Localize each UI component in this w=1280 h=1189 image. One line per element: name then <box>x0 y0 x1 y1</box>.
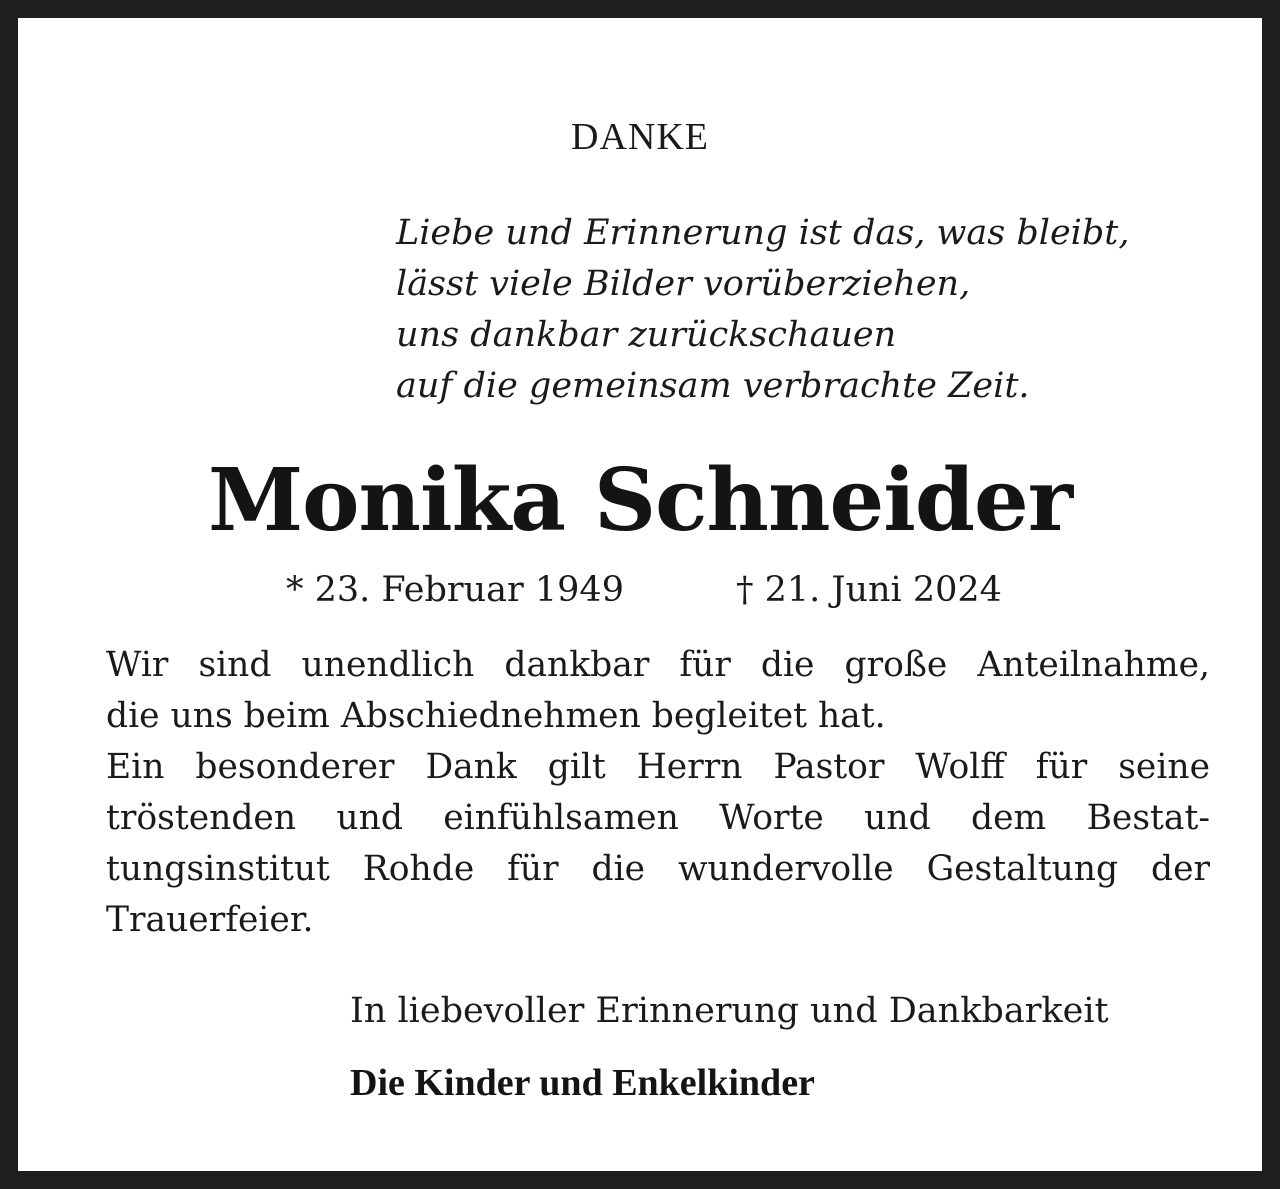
deceased-name: Monika Schneider <box>207 450 1073 551</box>
notice-heading: DANKE <box>571 116 709 158</box>
poem-line: auf die gemeinsam verbrachte Zeit. <box>396 366 1030 406</box>
text-line: tröstenden und einfühlsamen Worte und dem Bestat- <box>106 798 1210 838</box>
memorial-poem <box>396 208 1129 412</box>
signature: Die Kinder und Enkelkinder <box>350 1062 815 1104</box>
life-dates <box>18 567 1262 613</box>
poem-line: uns dankbar zurückschauen <box>396 315 897 355</box>
closing-phrase: In liebevoller Erinnerung und Dankbarkeit <box>350 991 1109 1031</box>
birth-date: * 23. Februar 1949 <box>286 570 624 610</box>
poem-line: Liebe und Erinnerung ist das, was bleibt, <box>396 213 1130 253</box>
death-date: † 21. Juni 2024 <box>736 570 1002 610</box>
text-line: Trauerfeier. <box>106 900 314 940</box>
thank-you-text <box>106 640 1210 946</box>
text-line: die uns beim Abschiednehmen begleitet hat. <box>106 696 886 736</box>
text-line: Ein besonderer Dank gilt Herrn Pastor Wolff für seine <box>106 747 1210 787</box>
poem-line: lässt viele Bilder vorüberziehen, <box>396 264 971 304</box>
text-line: Wir sind unendlich dankbar für die große Anteilnahme, <box>106 645 1210 685</box>
text-line: tungsinstitut Rohde für die wundervolle Gestaltung der <box>106 849 1210 889</box>
